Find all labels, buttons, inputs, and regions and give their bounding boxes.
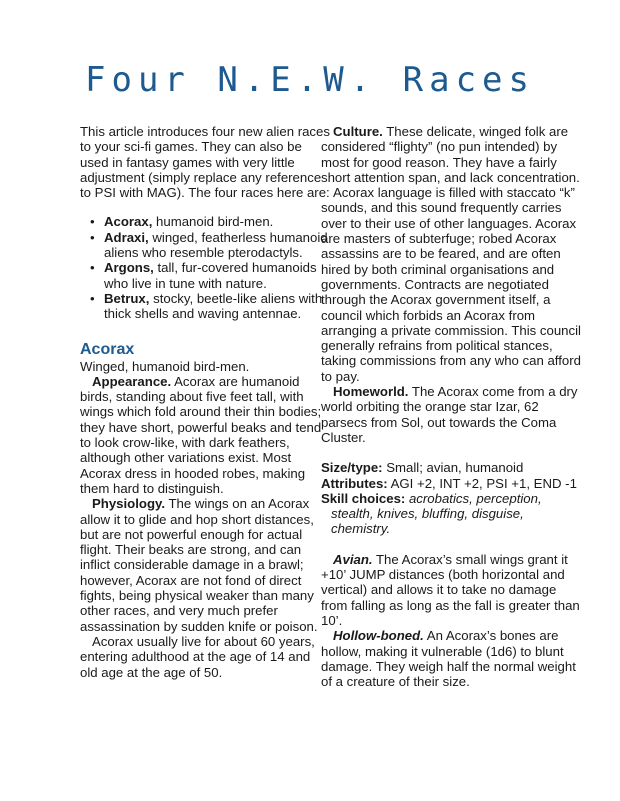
culture-label: Culture.	[333, 124, 383, 139]
page-title: Four N.E.W. Races	[85, 60, 535, 100]
lifespan-paragraph: Acorax usually live for about 60 years, entering adulthood at the age of 14 and old age at the age of 50.	[80, 633, 315, 680]
avian-text: The Acorax’s small wings grant it +10’ JUMP distances (both horizontal and vertical) and allows it to take no damage from falling as long as the fall is greater than 10’.	[321, 551, 580, 628]
list-item	[94, 291, 330, 322]
race-name: Betrux,	[104, 290, 150, 306]
hollow-boned-paragraph	[321, 628, 583, 689]
stat-skills-value: acrobatics, perception, stealth, knives, bluffing, disguise, chemistry.	[331, 490, 542, 537]
physiology-label: Physiology.	[92, 496, 166, 512]
homeworld-paragraph	[321, 384, 583, 445]
section-heading-acorax: Acorax	[80, 340, 135, 358]
stat-attributes-value: AGI +2, INT +2, PSI +1, END -1	[387, 475, 577, 491]
intro-paragraph: This article introduces four new alien races to your sci-fi games. They can also be used in fantasy games with very little adjustment (simply replace any reference to PSI with MAG). The four races here are:	[80, 124, 330, 201]
hollow-boned-label: Hollow-boned.	[333, 628, 424, 644]
stat-size-label: Size/type:	[321, 460, 383, 476]
race-desc: stocky, beetle-like aliens with thick shells and waving antennae.	[104, 290, 323, 322]
spacer	[321, 445, 583, 460]
list-item	[94, 260, 330, 291]
culture-paragraph	[321, 124, 583, 185]
races-list	[80, 214, 330, 321]
acorax-tagline: Winged, humanoid bird-men.	[80, 358, 250, 374]
appearance-paragraph	[80, 374, 330, 496]
list-item	[94, 214, 330, 229]
race-desc: winged, featherless humanoid aliens who resemble pterodactyls.	[104, 229, 328, 261]
left-column	[80, 124, 330, 680]
stat-skills	[321, 491, 583, 537]
right-column	[321, 124, 583, 689]
appearance-label: Appearance.	[92, 373, 172, 389]
race-desc: tall, fur-covered humanoids who live in tune with nature.	[104, 260, 317, 291]
spacer	[321, 537, 583, 552]
race-name: Argons,	[104, 260, 154, 276]
stat-attributes	[321, 476, 583, 491]
stat-size	[321, 460, 583, 475]
culture-text: These delicate, winged folk are considered “flighty” (no pun intended) by most for good reason. They have a fairly short attention span, and lack concentration.	[321, 124, 580, 185]
physiology-paragraph	[80, 496, 330, 634]
physiology-text: The wings on an Acorax allow it to glide and hop short distances, but are not powerful enough for actual flight. Their beaks are strong, and can inflict considerable damage in a brawl; however, Acorax are not fond of direct fights, being physical weaker than many other races, and very much prefer assassination by sudden knife or poison.	[80, 496, 318, 634]
stat-attributes-label: Attributes:	[321, 475, 388, 491]
avian-paragraph	[321, 552, 583, 628]
hollow-boned-text: An Acorax’s bones are hollow, making it vulnerable (1d6) to blunt damage. They weigh half the normal weight of a creature of their size.	[321, 628, 576, 690]
race-name: Adraxi,	[104, 229, 149, 245]
list-item	[94, 230, 330, 261]
homeworld-text: The Acorax come from a dry world orbiting the orange star Izar, 62 parsecs from Sol, out towards the Coma Cluster.	[321, 384, 578, 445]
appearance-text: Acorax are humanoid birds, standing about five feet tall, with wings which fold around their thin bodies; they have short, powerful beaks and tend to look crow-like, with dark feathers, although other variations exist. Most Acorax dress in hooded robes, making them hard to distinguish.	[80, 373, 322, 496]
stat-size-value: Small; avian, humanoid	[382, 460, 524, 476]
race-name: Acorax,	[104, 214, 153, 230]
avian-label: Avian.	[333, 551, 373, 567]
homeworld-label: Homeworld.	[333, 384, 409, 400]
race-desc: humanoid bird-men.	[152, 214, 274, 230]
stat-skills-label: Skill choices:	[321, 490, 406, 506]
language-paragraph: Acorax language is filled with staccato “k” sounds, and this sound frequently carries over to their use of other languages. Acorax are masters of subterfuge; robed Acorax assassins are to be feared, and are often hired by both criminal organisations and governments. Contracts are negotiated through the Acorax government itself, a council which forbids an Acorax from arranging a private commission. This council generally refrains from political stances, taking commissions from any who can afford to pay.	[321, 185, 581, 384]
